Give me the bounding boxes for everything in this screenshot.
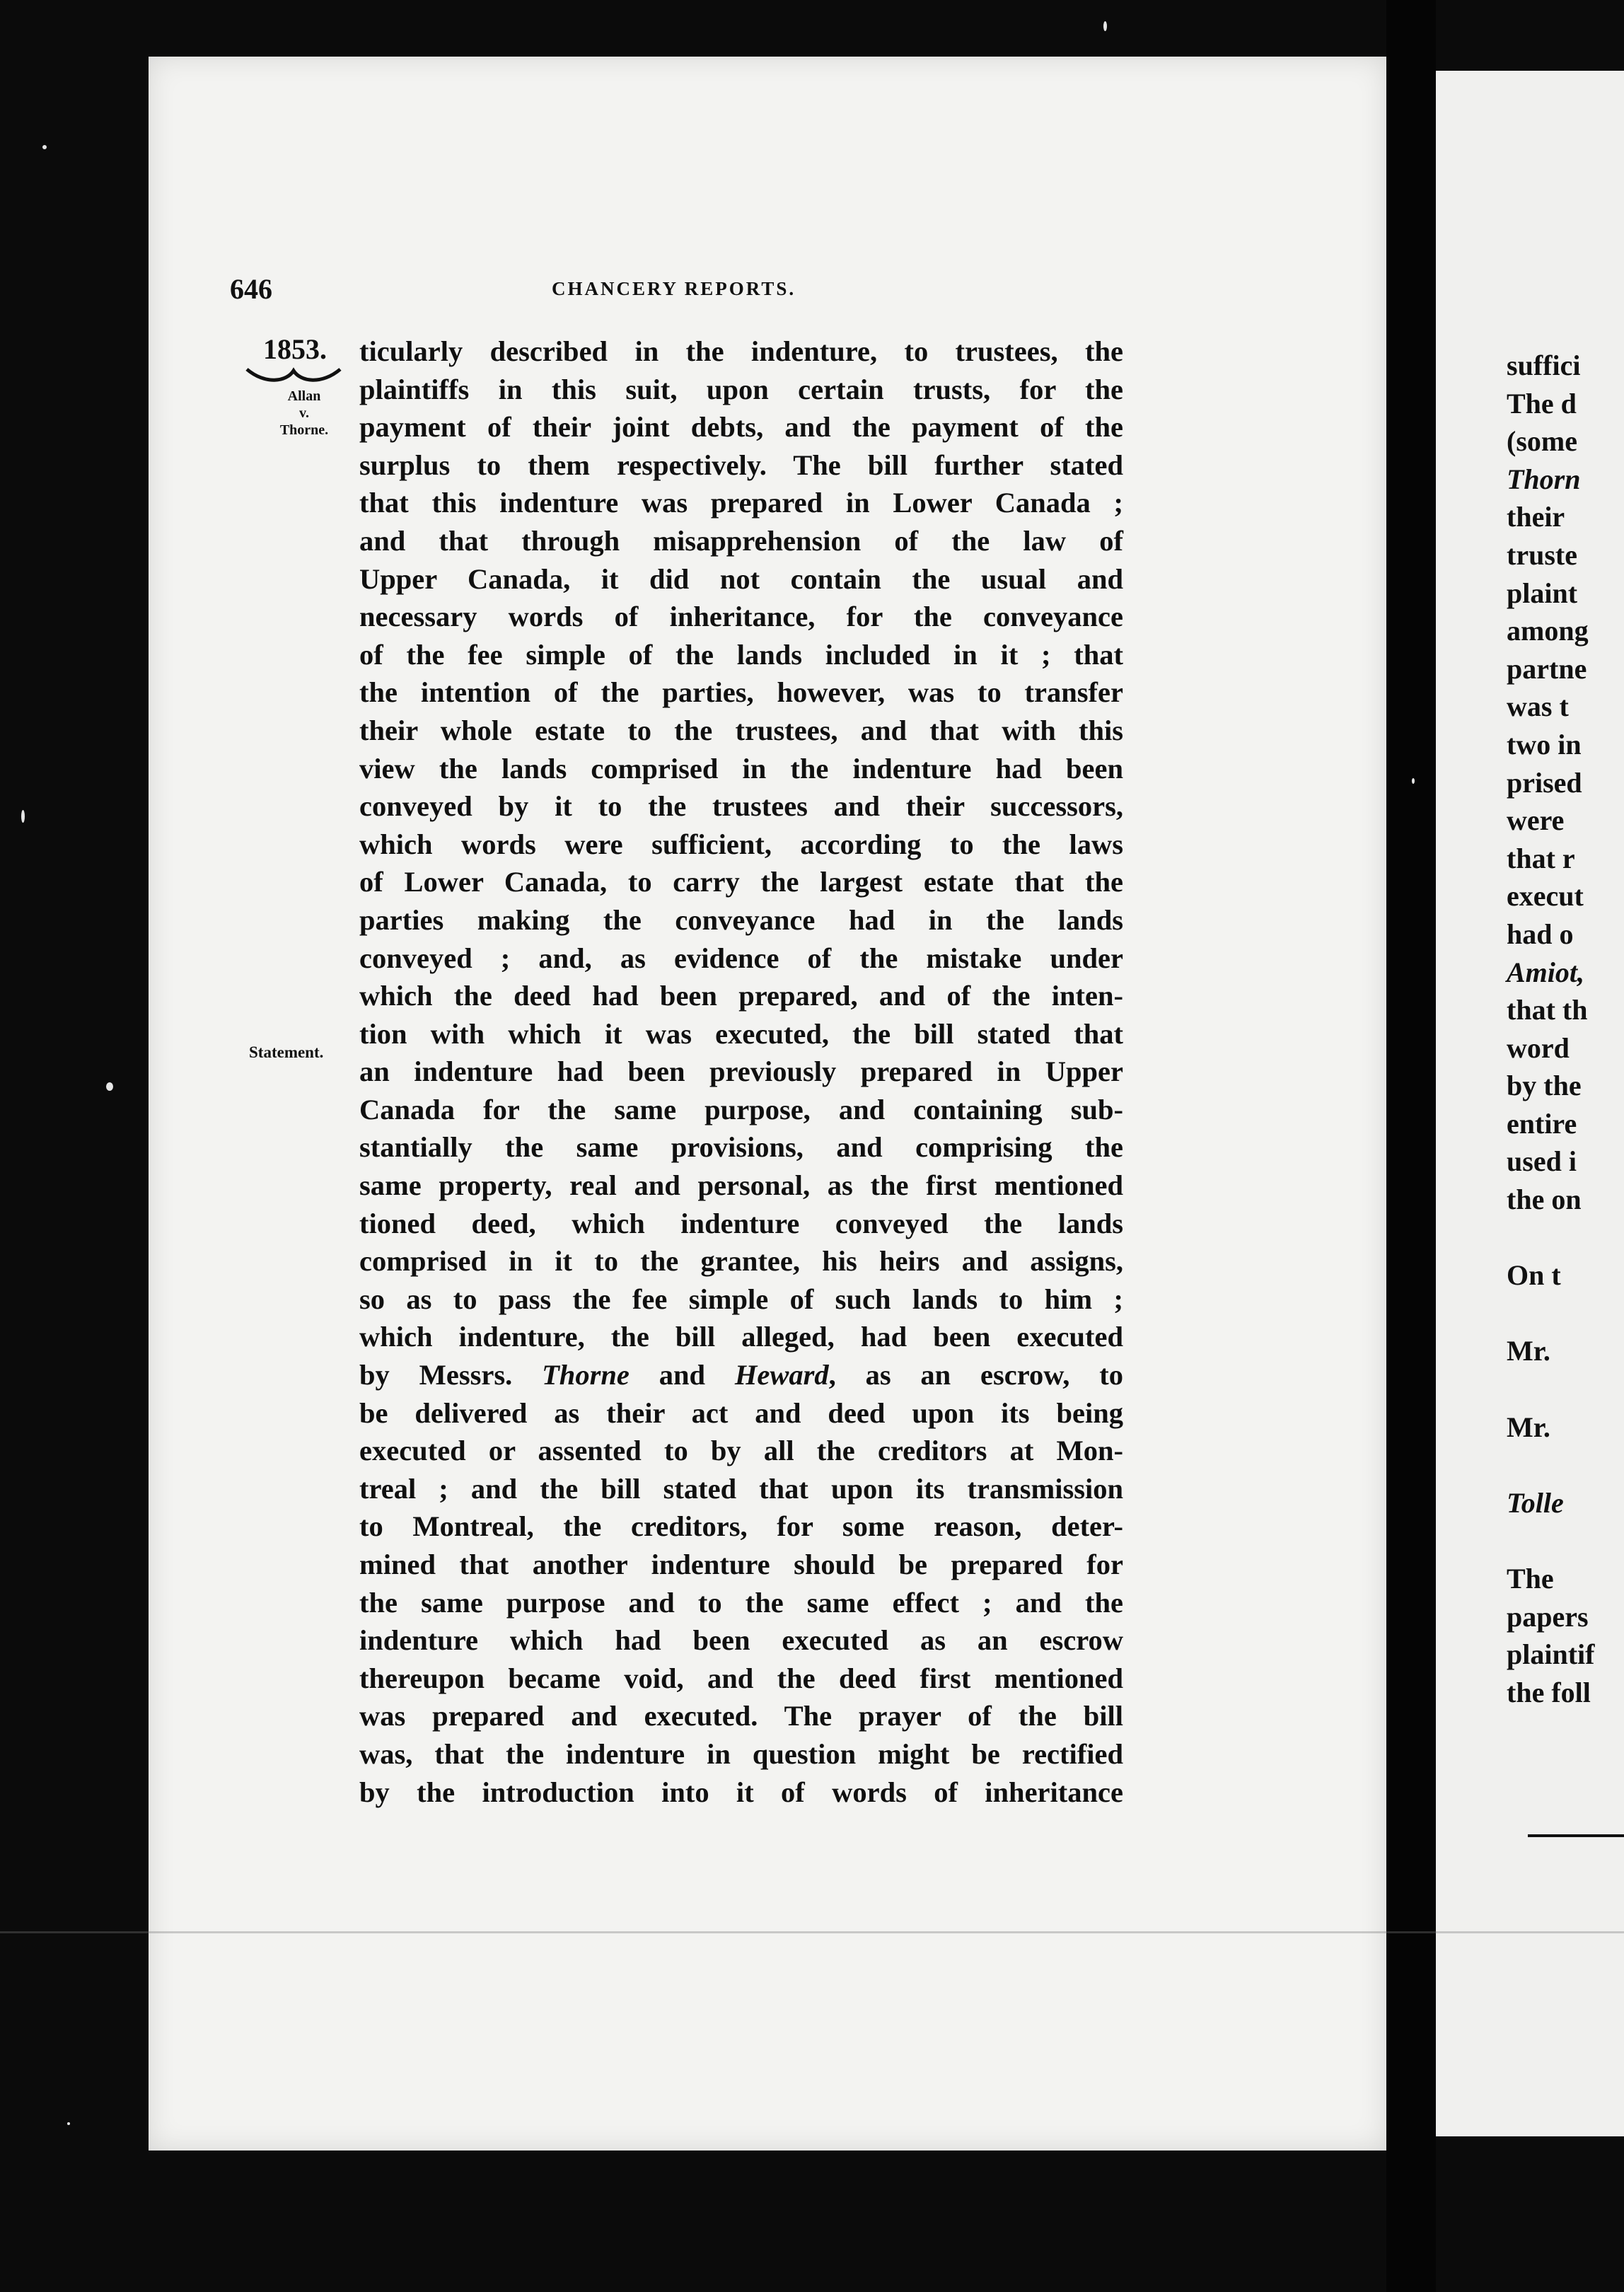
facing-text-line: suffici [1507,349,1581,381]
text-line: of Lower Canada, to carry the largest estate that the [359,866,1123,898]
facing-text-line: partne [1507,652,1587,685]
text-line: be delivered as their act and deed upon its being [359,1396,1123,1429]
text-line: indenture which had been executed as an escrow [359,1624,1123,1657]
facing-text-line: The [1507,1563,1554,1594]
facing-text-line: Mr. [1507,1335,1550,1367]
brace-icon [244,364,343,389]
text-line: stantially the same provisions, and comprising the [359,1131,1123,1164]
facing-text-line: the foll [1507,1676,1591,1708]
facing-text-line [1507,1446,1624,1484]
facing-text-line: entire [1507,1107,1577,1140]
text-line: and that through misapprehension of the law of [359,524,1123,557]
running-title: CHANCERY REPORTS. [552,278,796,299]
facing-text-line: their [1507,501,1565,533]
text-line: by the introduction into it of words of inheritance [359,1776,1123,1808]
film-speck [106,1082,113,1091]
text-line: ticularly described in the indenture, to trustees, the [359,335,1123,367]
text-line: which words were sufficient, according to the laws [359,828,1123,860]
margin-year: 1853. [263,333,327,365]
text-line: treal ; and the bill stated that upon its transmission [359,1472,1123,1505]
text-line: tioned deed, which indenture conveyed the lands [359,1207,1123,1239]
facing-text-line [1507,1219,1624,1257]
facing-text-line: plaint [1507,577,1578,609]
case-versus: v. [299,405,309,421]
scan-artifact-line [0,1931,1624,1933]
facing-text-line: Tolle [1507,1486,1564,1519]
text-line: an indenture had been previously prepared in Upper [359,1055,1123,1088]
text-line: the intention of the parties, however, was to transfer [359,676,1123,709]
text-line: comprised in it to the grantee, his heirs and assigns, [359,1245,1123,1278]
facing-text-line [1507,1522,1624,1560]
facing-text-line: Amiot, [1507,956,1585,988]
running-head [0,272,1238,315]
facing-text-line: that th [1507,994,1588,1026]
text-line: that this indenture was prepared in Lower Canada ; [359,487,1123,519]
text-line: was, that the indenture in question might be rectified [359,1737,1123,1770]
text-line: plaintiffs in this suit, upon certain trusts, for the [359,373,1123,405]
text-line: parties making the conveyance had in the lands [359,903,1123,936]
facing-page-rule [1528,1834,1624,1837]
text-line: view the lands comprised in the indenture had been [359,752,1123,785]
facing-text-line: papers [1507,1600,1589,1633]
case-party-defendant: Thorne. [279,422,329,438]
facing-text-line: were [1507,804,1565,837]
facing-text-line: plaintif [1507,1638,1595,1671]
facing-text-line: two in [1507,728,1582,760]
film-speck [42,145,47,149]
facing-text-line: Thorn [1507,463,1581,495]
text-line: which the deed had been prepared, and of the inten- [359,980,1123,1012]
facing-text-line: truste [1507,538,1577,571]
case-party-plaintiff: Allan [287,388,321,404]
film-speck [1412,778,1415,784]
body-text [359,332,1123,1811]
text-line: conveyed ; and, as evidence of the mistake under [359,942,1123,974]
text-line: their whole estate to the trustees, and that with this [359,714,1123,746]
book-gutter [1386,0,1436,2292]
text-line: necessary words of inheritance, for the conveyance [359,601,1123,633]
text-line: tion with which it was executed, the bill stated that [359,1017,1123,1050]
facing-text-line: was t [1507,690,1569,723]
text-line: which indenture, the bill alleged, had been executed [359,1321,1123,1353]
text-line: of the fee simple of the lands included in it ; that [359,638,1123,671]
text-line: so as to pass the fee simple of such lands to him ; [359,1283,1123,1315]
facing-text-line: that r [1507,842,1575,874]
text-line: by Messrs. Thorne and Heward, as an escrow, to [359,1359,1123,1391]
text-line: to Montreal, the creditors, for some reason, deter- [359,1510,1123,1543]
facing-text-line: (some [1507,425,1577,458]
facing-text-line: had o [1507,918,1574,950]
facing-text-line: used i [1507,1145,1577,1178]
text-line: the same purpose and to the same effect ; and the [359,1586,1123,1619]
page-number: 646 [230,273,272,305]
text-line: Upper Canada, it did not contain the usual and [359,562,1123,595]
text-line: payment of their joint debts, and the payment of the [359,411,1123,444]
case-caption [269,388,340,439]
text-line: thereupon became void, and the deed first mentioned [359,1662,1123,1694]
side-note-statement: Statement. [249,1043,324,1061]
text-line: conveyed by it to the trustees and their successors, [359,790,1123,823]
text-line: executed or assented to by all the creditors at Mon- [359,1435,1123,1467]
film-speck [21,810,25,823]
facing-text-line: execut [1507,880,1584,913]
facing-text-line: the on [1507,1183,1582,1216]
facing-page-text [1507,347,1624,1711]
facing-text-line: prised [1507,766,1582,799]
facing-text-line: word [1507,1031,1570,1064]
film-speck [1103,21,1107,31]
facing-text-line: by the [1507,1070,1582,1102]
facing-text-line: among [1507,615,1589,647]
text-line: surplus to them respectively. The bill further stated [359,448,1123,481]
facing-text-line [1507,1295,1624,1333]
text-line: mined that another indenture should be prepared for [359,1549,1123,1580]
film-speck [67,2122,70,2125]
text-line: was prepared and executed. The prayer of the bill [359,1700,1123,1732]
facing-text-line: On t [1507,1259,1561,1292]
text-line: Canada for the same purpose, and containing sub- [359,1093,1123,1125]
text-line: same property, real and personal, as the first mentioned [359,1169,1123,1202]
facing-text-line: The d [1507,387,1577,419]
facing-text-line: Mr. [1507,1411,1550,1443]
facing-text-line [1507,1370,1624,1408]
